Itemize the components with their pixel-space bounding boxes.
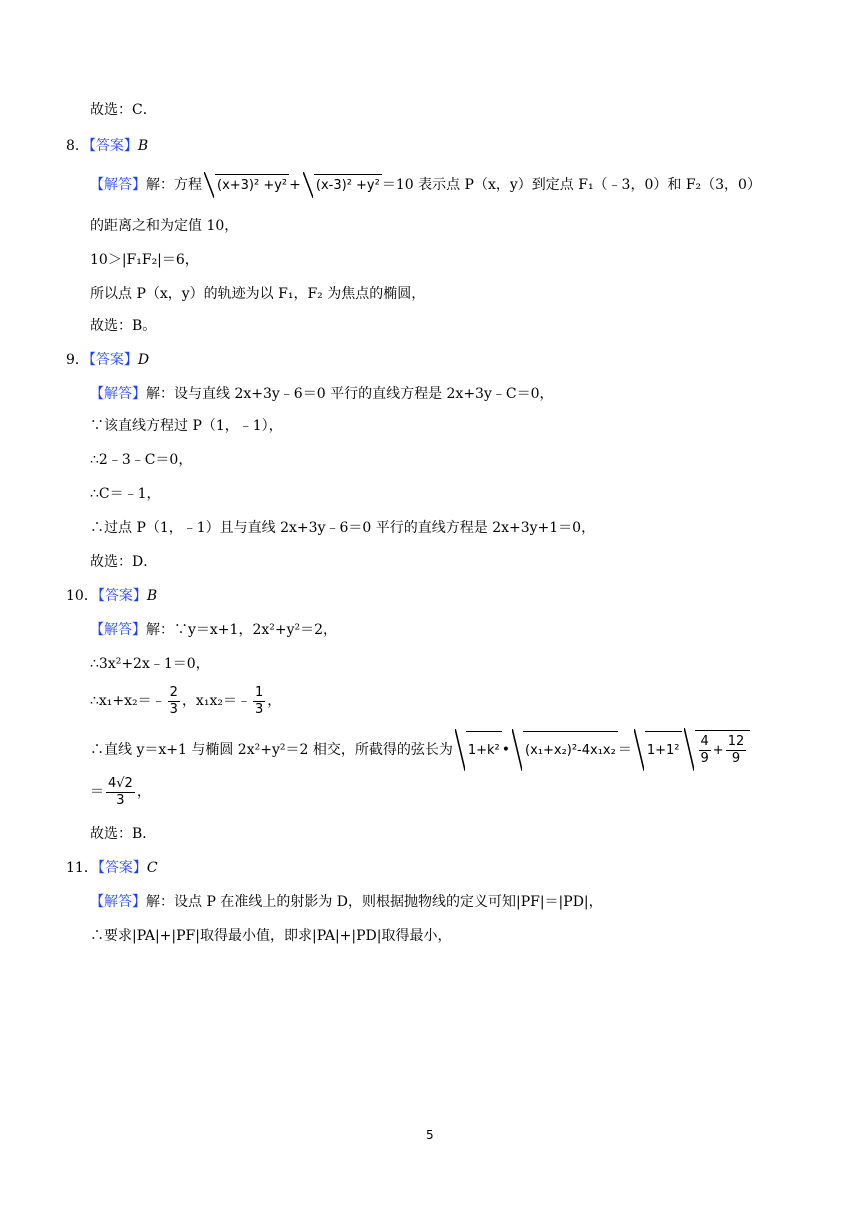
q8-analysis-tag: 【解答】: [90, 177, 146, 193]
q9-line5: ∴过点 P（1，﹣1）且与直线 2x+3y﹣6＝0 平行的直线方程是 2x+3y+1＝0，: [90, 520, 596, 536]
q10-text: ，x₁x₂＝﹣: [181, 693, 251, 709]
equals-sign: ＝: [90, 784, 104, 800]
q10-text: ∴直线 y＝x+1 与椭圆 2x²+y²＝2 相交，所截得的弦长为: [90, 742, 453, 758]
q9-analysis-tag: 【解答】: [90, 386, 146, 402]
q9-analysis-line1: [90, 384, 553, 404]
q10-line5: [90, 772, 151, 812]
q8-line2: 的距离之和为定值 10，: [90, 218, 239, 234]
q9-answer-tag: 【答案】: [88, 352, 138, 368]
q11-number: 11．: [66, 860, 98, 876]
denominator: 9: [731, 750, 741, 766]
sqrt-expression: [512, 731, 618, 769]
q9-line4: ∴C＝﹣1，: [90, 486, 161, 502]
fraction: [699, 734, 711, 767]
fraction: [253, 685, 265, 718]
q9-answer-line: [66, 350, 149, 370]
q10-answer-line: [66, 586, 157, 606]
q11-answer-tag: 【答案】: [97, 860, 147, 876]
q10-line2: ∴3x²+2x﹣1＝0，: [90, 656, 210, 672]
denominator: 9: [700, 750, 709, 766]
dot-operator: •: [501, 742, 510, 758]
q10-number: 10．: [66, 588, 98, 604]
q10-line4: [90, 730, 750, 766]
sqrt-expression: [684, 730, 751, 769]
q8-text: ＝10 表示点 P（x，y）到定点 F₁（﹣3，0）和 F₂（3，0）: [381, 177, 761, 193]
q9-number: 9．: [66, 352, 89, 368]
q8-line4: 所以点 P（x，y）的轨迹为以 F₁，F₂ 为焦点的椭圆，: [90, 286, 426, 302]
q11-answer: C: [146, 860, 158, 876]
q8-answer: B: [137, 138, 149, 154]
q9-line2: ∵该直线方程过 P（1，﹣1），: [90, 418, 283, 434]
q10-text: 解：∵y＝x+1，2x²+y²＝2，: [146, 622, 338, 638]
numerator: 2: [169, 684, 178, 700]
numerator: 4: [700, 733, 709, 749]
page-number: 5: [426, 1128, 434, 1142]
equals-sign: ＝: [617, 742, 632, 758]
numerator: 4√2: [108, 775, 133, 791]
radicand: 1+1²: [645, 731, 682, 769]
radicand: (x+3)² +y²: [215, 174, 289, 196]
q11-text: 解：设点 P 在准线上的射影为 D，则根据抛物线的定义可知|PF|＝|PD|，: [146, 894, 603, 910]
q7-conclusion: 故选：C．: [90, 102, 157, 118]
radicand: 1+k²: [466, 731, 502, 769]
q9-answer: D: [137, 352, 150, 368]
q11-analysis-line1: [90, 892, 603, 912]
q11-analysis-tag: 【解答】: [90, 894, 146, 910]
q8-answer-line: [66, 136, 148, 156]
q9-line6: 故选：D．: [90, 554, 158, 570]
q10-text: ∴x₁+x₂＝﹣: [90, 693, 166, 709]
q10-line6: 故选：B．: [90, 826, 157, 842]
sqrt-expression: [634, 731, 682, 769]
radicand: (x-3)² +y²: [314, 174, 382, 196]
q10-answer: B: [146, 588, 158, 604]
sqrt-expression: [303, 174, 382, 196]
fraction: [106, 776, 135, 809]
q8-answer-tag: 【答案】: [88, 138, 138, 154]
denominator: 3: [169, 701, 178, 717]
denominator: 3: [116, 792, 125, 808]
q10-analysis-line1: [90, 620, 337, 640]
q10-line3: [90, 684, 281, 718]
sqrt-expression: [455, 731, 502, 769]
q8-line5: 故选：B。: [90, 318, 157, 334]
q10-text: ，: [267, 693, 282, 709]
q9-line3: ∴2﹣3﹣C＝0，: [90, 452, 193, 468]
q8-analysis-line1: [90, 174, 761, 196]
q10-answer-tag: 【答案】: [97, 588, 147, 604]
q9-text: 解：设与直线 2x+3y﹣6＝0 平行的直线方程是 2x+3y﹣C＝0，: [146, 386, 554, 402]
q11-answer-line: [66, 858, 158, 878]
fraction: [168, 685, 180, 718]
radicand: (x₁+x₂)²-4x₁x₂: [523, 731, 618, 769]
denominator: 3: [254, 701, 264, 717]
q8-line3: 10＞|F₁F₂|＝6，: [90, 252, 199, 268]
fraction: [726, 734, 747, 767]
q11-line2: ∴要求|PA|+|PF|取得最小值，即求|PA|+|PD|取得最小，: [90, 928, 452, 944]
q8-text: 解：方程: [146, 177, 202, 193]
q10-analysis-tag: 【解答】: [90, 622, 146, 638]
numerator: 12: [727, 733, 745, 749]
q8-number: 8．: [66, 138, 89, 154]
q10-text: ，: [136, 784, 151, 800]
plus-sign: +: [289, 177, 301, 193]
sqrt-expression: [204, 174, 289, 196]
plus-sign: +: [712, 743, 724, 758]
numerator: 1: [254, 684, 264, 700]
